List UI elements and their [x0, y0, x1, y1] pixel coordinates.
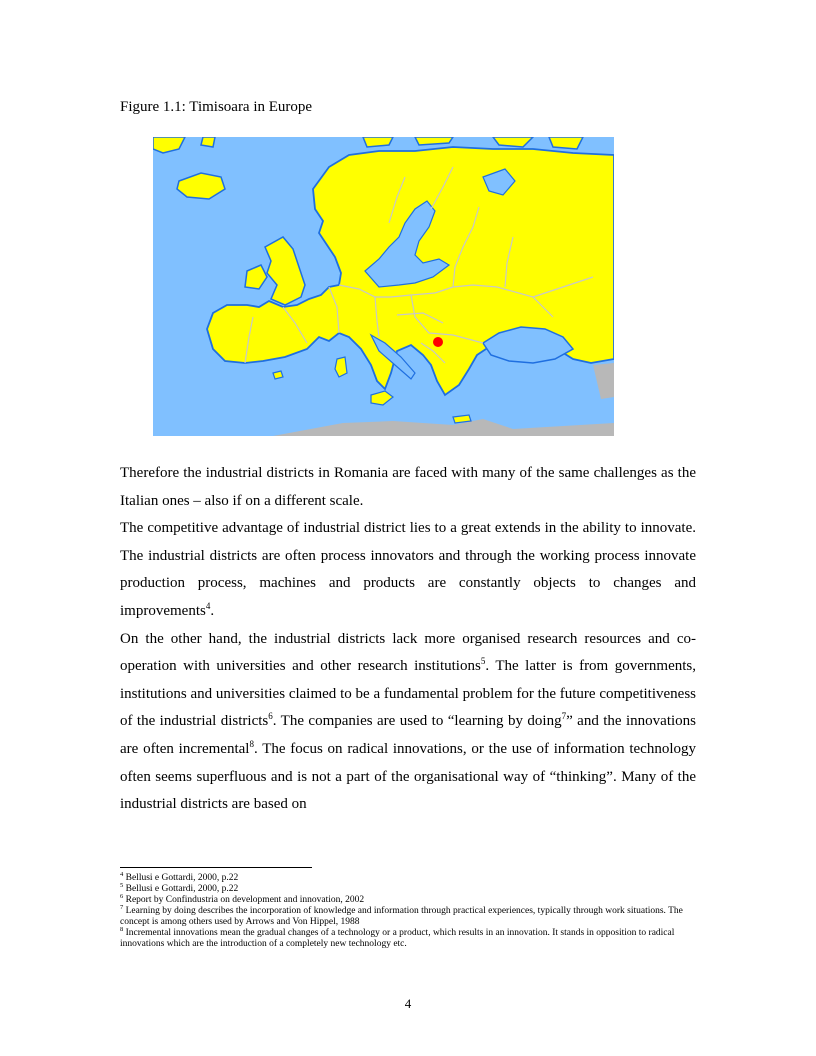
paragraph-2-text-end: . [210, 602, 215, 619]
paragraph-3-text: . The latter is from governments, institutions and universities claimed to be a fundamental problem for the future competitiveness of the industrial districts [120, 658, 696, 730]
footnote-separator [120, 867, 312, 868]
body-text [120, 460, 696, 819]
footnote-number: 6 [120, 892, 124, 900]
paragraph-3-text: . The companies are used to “learning by doing [272, 713, 562, 730]
footnote-number: 4 [120, 870, 124, 878]
footnote-text: Report by Confindustria on development and innovation, 2002 [125, 895, 365, 905]
footnote-number: 5 [120, 881, 124, 889]
footnote-ref-5[interactable]: 5 [480, 656, 486, 667]
footnote-6 [120, 892, 696, 906]
footnote-ref-6[interactable]: 6 [268, 711, 273, 722]
footnote-text: Bellusi e Gottardi, 2000, p.22 [125, 884, 239, 894]
footnote-number: 8 [120, 925, 124, 933]
footnote-7 [120, 903, 696, 928]
paragraph-2 [120, 515, 696, 625]
footnote-ref-7[interactable]: 7 [561, 711, 567, 722]
footnote-8 [120, 925, 696, 950]
footnote-4 [120, 870, 696, 884]
footnotes [120, 870, 696, 950]
europe-map [153, 137, 614, 436]
footnote-ref-4[interactable]: 4 [205, 600, 211, 611]
paragraph-3-text: On the other hand, the industrial districts lack more organised research resources and co-operation with universities and other research institutions [120, 630, 696, 675]
paragraph-3 [120, 626, 696, 819]
footnote-ref-8[interactable]: 8 [249, 738, 254, 749]
footnote-number: 7 [120, 903, 124, 911]
paragraph-3-text: . The focus on radical innovations, or the use of information technology often seems superfluous and is not a part of the organisational way of “thinking”. Many of the industrial districts are based on [120, 740, 696, 813]
footnote-text: Learning by doing describes the incorporation of knowledge and information through practical experiences, typically through work situations. The concept is among others used by Arrows and Von Hippel, 1988 [120, 906, 683, 927]
figure-caption: Figure 1.1: Timisoara in Europe [120, 99, 313, 115]
paragraph-2-text: The competitive advantage of industrial district lies to a great extends in the ability to innovate. The industrial districts are often process innovators and through the working process innovate production process, machines and products are constantly objects to changes and improvements [120, 520, 696, 619]
page-number: 4 [404, 996, 412, 1011]
footnote-text: Incremental innovations mean the gradual changes of a technology or a product, which results in an innovation. It stands in opposition to radical innovations which are the introduction of a completely new technology etc. [120, 928, 675, 949]
paragraph-1-text: Therefore the industrial districts in Romania are faced with many of the same challenges as the Italian ones – also if on a different scale. [120, 465, 696, 509]
timisoara-marker [433, 337, 443, 347]
paragraph-3-text: ” and the innovations are often incremental [120, 713, 696, 757]
paragraph-1 [120, 460, 696, 515]
footnote-5 [120, 881, 696, 895]
footnote-text: Bellusi e Gottardi, 2000, p.22 [125, 873, 239, 883]
